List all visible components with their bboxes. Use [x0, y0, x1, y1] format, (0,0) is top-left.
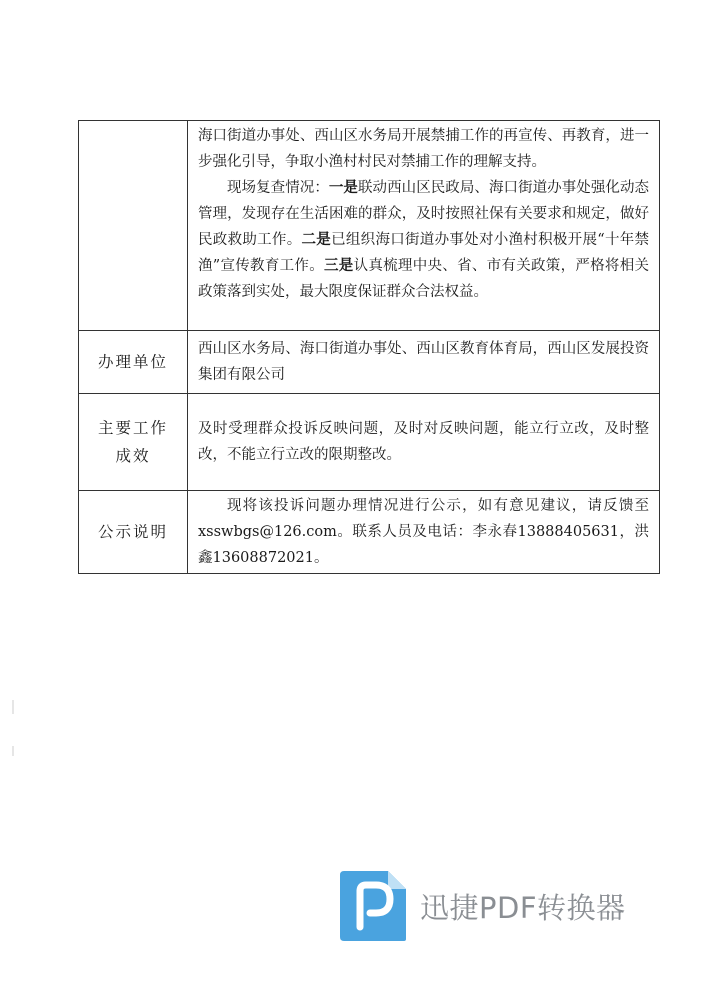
table-row: [79, 394, 660, 491]
row-content-handling-unit: 西山区水务局、海口街道办事处、西山区教育体育局，西山区发展投资集团有限公司: [188, 331, 660, 394]
document-table: [78, 120, 660, 574]
paragraph-review-situation: [198, 175, 649, 305]
point-two-text: 已组织海口街道办事处对小渔村积极开展“十年禁渔”宣传教育工作。: [198, 232, 650, 274]
label-line: 成效: [115, 447, 151, 465]
watermark-logo: [338, 866, 658, 946]
notice-text: 现将该投诉问题办理情况进行公示，如有意见建议，请反馈至xsswbgs@126.com。联系人员及电话：李永春13888405631，洪鑫13608872021。: [198, 498, 649, 566]
pdf-converter-logo-icon: [338, 869, 408, 943]
scan-mark: [12, 746, 14, 756]
point-two-label: 二是: [301, 231, 332, 248]
row-content-review: [188, 121, 660, 331]
row-label-public-notice: 公示说明: [79, 491, 188, 574]
row-label-main-results: [79, 394, 188, 491]
table-row: [79, 491, 660, 574]
label-line: 主要工作: [97, 419, 168, 437]
point-three-label: 三是: [324, 257, 354, 274]
row-label-empty: [79, 121, 188, 331]
paragraph-continued: 海口街道办事处、西山区水务局开展禁捕工作的再宣传、再教育，进一步强化引导，争取小渔村村民对禁捕工作的理解支持。: [198, 128, 649, 170]
table-row: [79, 121, 660, 331]
row-label-handling-unit: 办理单位: [79, 331, 188, 394]
row-content-public-notice: [188, 491, 660, 574]
table-row: [79, 331, 660, 394]
point-three-text: 认真梳理中央、省、市有关政策，严格将相关政策落到实处，最大限度保证群众合法权益。: [198, 258, 650, 300]
review-heading: 现场复查情况：: [227, 180, 329, 196]
point-one-label: 一是: [328, 179, 358, 196]
row-content-main-results: 及时受理群众投诉反映问题，及时对反映问题，能立行立改，及时整改，不能立行立改的限期整改。: [188, 394, 660, 491]
watermark-text: 迅捷PDF转换器: [420, 890, 626, 925]
scan-mark: [12, 700, 14, 714]
point-one-text: 联动西山区民政局、海口街道办事处强化动态管理，发现存在生活困难的群众，及时按照社保有关要求和规定，做好民政救助工作。: [198, 180, 650, 248]
